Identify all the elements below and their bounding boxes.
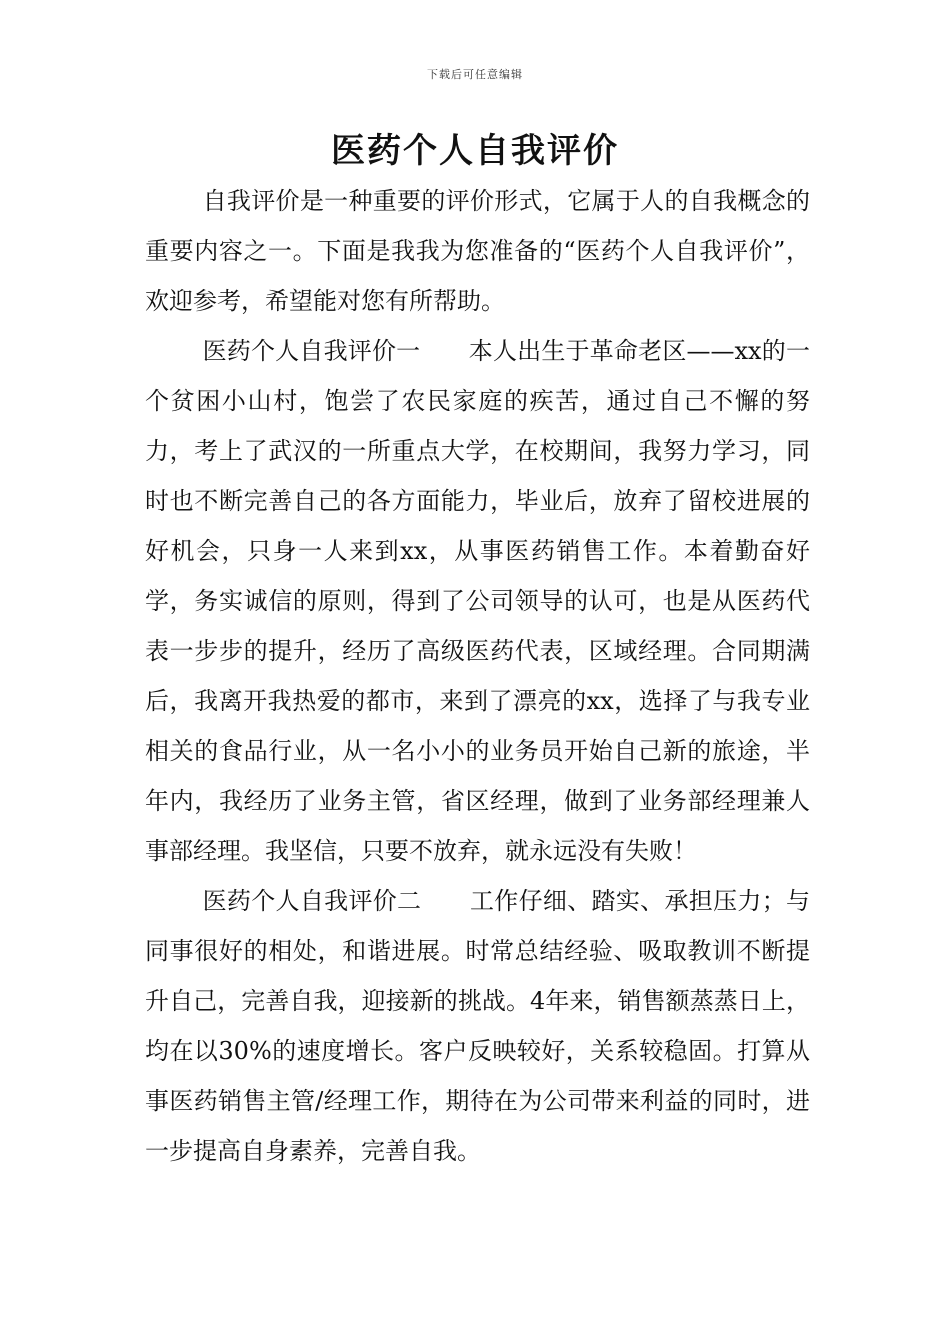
page-title: 医药个人自我评价 — [331, 131, 619, 171]
paragraph-intro: 自我评价是一种重要的评价形式，它属于人的自我概念的重要内容之一。下面是我我为您准备的“医药个人自我评价”，欢迎参考，希望能对您有所帮助。 — [145, 187, 810, 315]
document-body — [145, 176, 810, 1176]
paragraph-evaluation-one: 医药个人自我评价一 本人出生于革命老区——xx的一个贫困小山村，饱尝了农民家庭的疾苦，通过自己不懈的努力，考上了武汉的一所重点大学，在校期间，我努力学习，同时也不断完善自己的各方面能力，毕业后，放弃了留校进展的好机会，只身一人来到xx，从事医药销售工作。本着勤奋好学，务实诚信的原则，得到了公司领导的认可，也是从医药代表一步步的提升，经历了高级医药代表，区域经理。合同期满后，我离开我热爱的都市，来到了漂亮的xx，选择了与我专业相关的食品行业，从一名小小的业务员开始自己新的旅途，半年内，我经历了业务主管，省区经理，做到了业务部经理兼人事部经理。我坚信，只要不放弃，就永远没有失败！ — [145, 337, 810, 865]
header-note: 下载后可任意编辑 — [427, 68, 523, 81]
paragraph-evaluation-two: 医药个人自我评价二 工作仔细、踏实、承担压力；与同事很好的相处，和谐进展。时常总结经验、吸取教训不断提升自己，完善自我，迎接新的挑战。4年来，销售额蒸蒸日上，均在以30%的速度增长。客户反映较好，关系较稳固。打算从事医药销售主管/经理工作，期待在为公司带来利益的同时，进一步提高自身素养，完善自我。 — [145, 887, 810, 1165]
